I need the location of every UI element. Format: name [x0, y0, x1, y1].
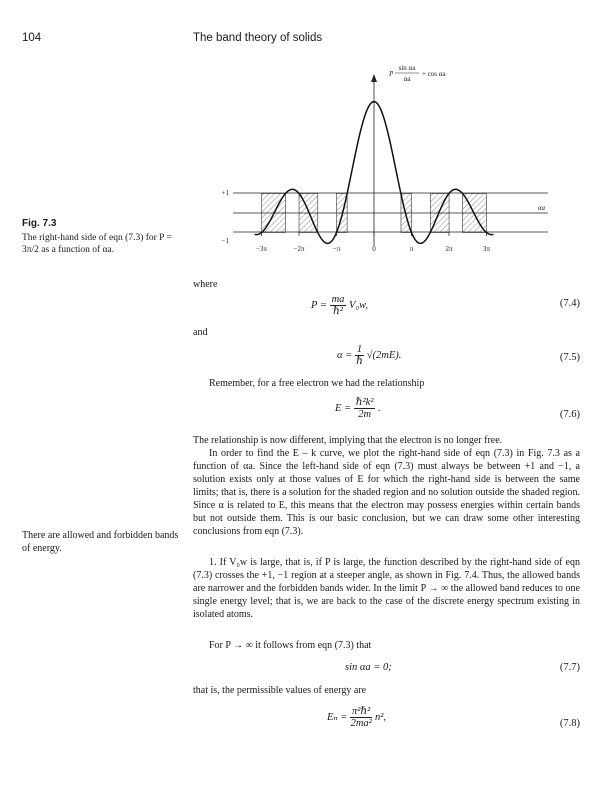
y-tick-plus-one: +1: [221, 189, 229, 197]
eq74-rhs: V₀w,: [349, 299, 368, 311]
eq74-lhs: P =: [311, 299, 327, 311]
x-tick-label: −3π: [256, 245, 267, 253]
eq76-denominator: 2m: [358, 409, 372, 420]
y-axis-label: + cos αa: [422, 70, 446, 78]
paragraph-1: The relationship is now different, implying that the electron is no longer free.: [193, 435, 503, 446]
paragraph-2: In order to find the E – k curve, we plot the right-hand side of eqn (7.3) in Fig. 7.3 as a function of αa. Since the left-hand side of eqn (7.3) must always be between +1 and −1, a solution exists only at those values of E for which the right-hand side is between the same limits; that is, there is a solution for the shaded region and no solution outside the shaded region. Since α is related to E, this means that the electron may possess energies within certain bands but not outside them. This is our basic conclusion, but we can draw some other interesting conclusions from eqn (7.3).: [193, 448, 580, 537]
text-remember: Remember, for a free electron we had the relationship: [209, 378, 425, 389]
y-axis-label-denominator: αa: [403, 75, 411, 83]
x-axis-label: αa: [537, 204, 545, 212]
eq75-lhs: α =: [337, 349, 353, 361]
x-tick-label: π: [409, 245, 414, 253]
eq78-fraction: [350, 706, 372, 729]
equation-7-8: [193, 704, 580, 734]
eq76-fraction: [354, 397, 376, 420]
eq75-numerator: 1: [356, 344, 363, 355]
equation-7-5: [193, 340, 580, 370]
y-tick-minus-one: −1: [221, 237, 229, 245]
equation-7-4: [193, 290, 580, 320]
eq74-fraction: [330, 294, 347, 317]
paragraph-3: 1. If V₀w is large, that is, if P is large, the function described by the right-hand side of eqn (7.3) crosses the +1, −1 region at a steeper angle, as shown in Fig. 7.4. Thus, the allowed bands are narrower and the forbidden bands wider. In the limit P → ∞ the allowed band reduces to one single energy level; that is, we are back to the case of the discrete energy spectrum existing in isolated atoms.: [193, 557, 580, 620]
eq74-numerator: ma: [331, 294, 345, 305]
running-head: The band theory of solids: [193, 32, 323, 44]
y-axis-arrow: [371, 74, 377, 82]
eq78-denominator: 2ma²: [350, 718, 372, 729]
eq77-body: sin αa = 0;: [345, 662, 392, 673]
eq78-rhs: n²,: [374, 711, 386, 723]
text-where: where: [193, 279, 218, 290]
eq75-rhs: √(2mE).: [366, 349, 402, 361]
eq76-lhs: E =: [335, 402, 352, 414]
equation-7-6: [193, 395, 580, 425]
band-function-plot: [193, 60, 580, 265]
x-tick-label: −π: [332, 245, 341, 253]
paragraph-4: For P → ∞ it follows from eqn (7.3) that: [209, 640, 372, 651]
text-and: and: [193, 327, 208, 338]
y-axis-label-numerator: sin αa: [398, 64, 416, 72]
eq76-numerator: ℏ²k²: [355, 397, 374, 408]
figure-label: Fig. 7.3: [22, 218, 57, 229]
x-tick-label: −2π: [293, 245, 305, 253]
eq74-denominator: ℏ²: [333, 306, 343, 317]
y-axis-label-prefix: P: [389, 70, 394, 78]
x-tick-label: 2π: [445, 245, 453, 253]
eq78-lhs: Eₙ =: [327, 711, 348, 723]
eq74-number: (7.4): [559, 298, 580, 309]
margin-note: There are allowed and forbidden bands of energy.: [22, 530, 179, 554]
eq76-rhs: .: [378, 402, 381, 414]
eq78-number: (7.8): [559, 718, 580, 729]
eq78-numerator: π²ℏ²: [352, 706, 371, 717]
eq75-fraction: [355, 344, 364, 367]
x-tick-label: 0: [372, 245, 376, 253]
eq75-denominator: ℏ: [356, 356, 363, 367]
eq76-number: (7.6): [559, 409, 580, 420]
x-tick-label: 3π: [482, 245, 491, 253]
text-that-is: that is, the permissible values of energy are: [193, 685, 367, 696]
eq75-number: (7.5): [559, 352, 580, 363]
page-number: 104: [22, 32, 42, 44]
figure-caption: The right-hand side of eqn (7.3) for P = 3π/2 as a function of αa.: [22, 233, 172, 255]
eq77-number: (7.7): [559, 662, 580, 673]
